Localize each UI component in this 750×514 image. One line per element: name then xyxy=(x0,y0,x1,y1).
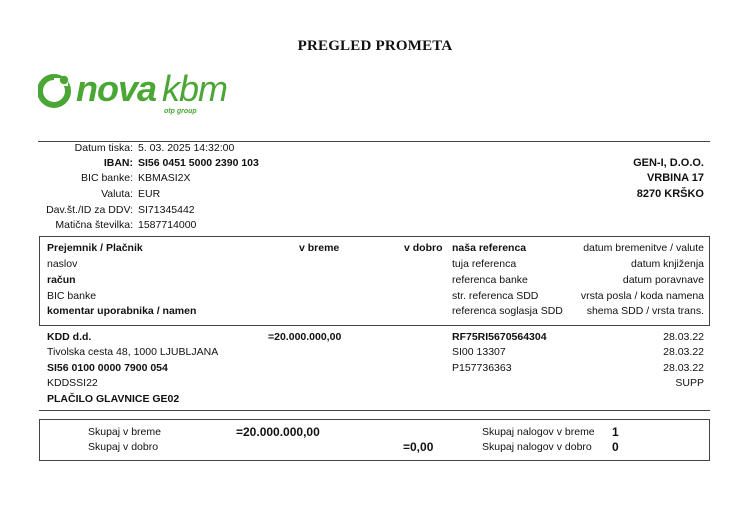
currency-label: Valuta: xyxy=(101,188,133,200)
bank-logo xyxy=(38,68,248,120)
legend-sdd-agreement: referenca soglasja SDD xyxy=(452,305,563,317)
total-credit-label: Skupaj v dobro xyxy=(88,441,159,453)
total-credit-value: =0,00 xyxy=(403,440,434,454)
legend-foreign-ref: tuja referenca xyxy=(452,258,517,270)
legend-payee: Prejemnik / Plačnik xyxy=(47,242,143,254)
total-debit-count-label: Skupaj nalogov v breme xyxy=(482,426,595,438)
vat-value: SI71345442 xyxy=(138,204,195,216)
bic-value: KBMASI2X xyxy=(138,172,191,184)
legend-date-value: datum bremenitve / valute xyxy=(583,242,704,254)
total-credit-count-value: 0 xyxy=(612,440,619,454)
total-debit-count-value: 1 xyxy=(612,425,619,439)
tx-foreign-ref: SI00 13307 xyxy=(452,346,506,358)
logo-text-nova: nova xyxy=(76,68,157,109)
tx-debit: =20.000.000,00 xyxy=(268,331,342,343)
tx-bank-ref: P157736363 xyxy=(452,362,512,374)
total-credit-count-label: Skupaj nalogov v dobro xyxy=(482,441,592,453)
legend-account: račun xyxy=(47,274,76,286)
legend-date-booking: datum knjiženja xyxy=(631,258,704,270)
tx-name: KDD d.d. xyxy=(47,331,92,343)
currency-value: EUR xyxy=(138,188,161,200)
reg-number-value: 1587714000 xyxy=(138,219,197,231)
iban-value: SI56 0451 5000 2390 103 xyxy=(138,157,259,169)
company-city: 8270 KRŠKO xyxy=(636,188,704,200)
bic-label: BIC banke: xyxy=(81,172,133,184)
total-debit-value: =20.000.000,00 xyxy=(236,425,320,439)
legend-date-settle: datum poravnave xyxy=(622,274,704,286)
company-name: GEN-I, D.O.O. xyxy=(633,157,704,169)
print-date-label: Datum tiska: xyxy=(74,142,133,154)
tx-date-value: 28.03.22 xyxy=(663,331,704,343)
legend-type-code: vrsta posla / koda namena xyxy=(580,290,704,302)
tx-address: Tivolska cesta 48, 1000 LJUBLJANA xyxy=(47,346,219,358)
iban-label: IBAN: xyxy=(103,157,133,169)
page-title: PREGLED PROMETA xyxy=(297,38,453,54)
tx-account: SI56 0100 0000 7900 054 xyxy=(47,362,168,374)
tx-date-booking: 28.03.22 xyxy=(663,346,704,358)
legend-address: naslov xyxy=(47,258,78,270)
legend-our-ref: naša referenca xyxy=(452,242,527,254)
tx-type-code: SUPP xyxy=(675,377,704,389)
total-debit-label: Skupaj v breme xyxy=(88,426,161,438)
legend-credit: v dobro xyxy=(404,242,443,254)
legend-bic: BIC banke xyxy=(47,290,97,302)
legend-comment: komentar uporabnika / namen xyxy=(47,305,197,317)
vat-label: Dav.št./ID za DDV: xyxy=(46,204,133,216)
legend-debit: v breme xyxy=(299,242,340,254)
logo-subtitle: otp group xyxy=(164,108,197,115)
tx-purpose: PLAČILO GLAVNICE GE02 xyxy=(47,393,180,405)
legend-bank-ref: referenca banke xyxy=(452,274,528,286)
print-date-value: 5. 03. 2025 14:32:00 xyxy=(138,142,235,154)
company-street: VRBINA 17 xyxy=(646,172,704,184)
tx-our-ref: RF75RI5670564304 xyxy=(452,331,547,343)
tx-bic: KDDSSI22 xyxy=(47,377,98,389)
reg-number-label: Matična številka: xyxy=(55,219,133,231)
logo-text-kbm: kbm xyxy=(162,68,228,109)
legend-sdd-scheme: shema SDD / vrsta trans. xyxy=(586,305,704,317)
legend-sdd-ref: str. referenca SDD xyxy=(452,290,539,302)
tx-date-settle: 28.03.22 xyxy=(663,362,704,374)
transaction-divider xyxy=(39,410,710,411)
